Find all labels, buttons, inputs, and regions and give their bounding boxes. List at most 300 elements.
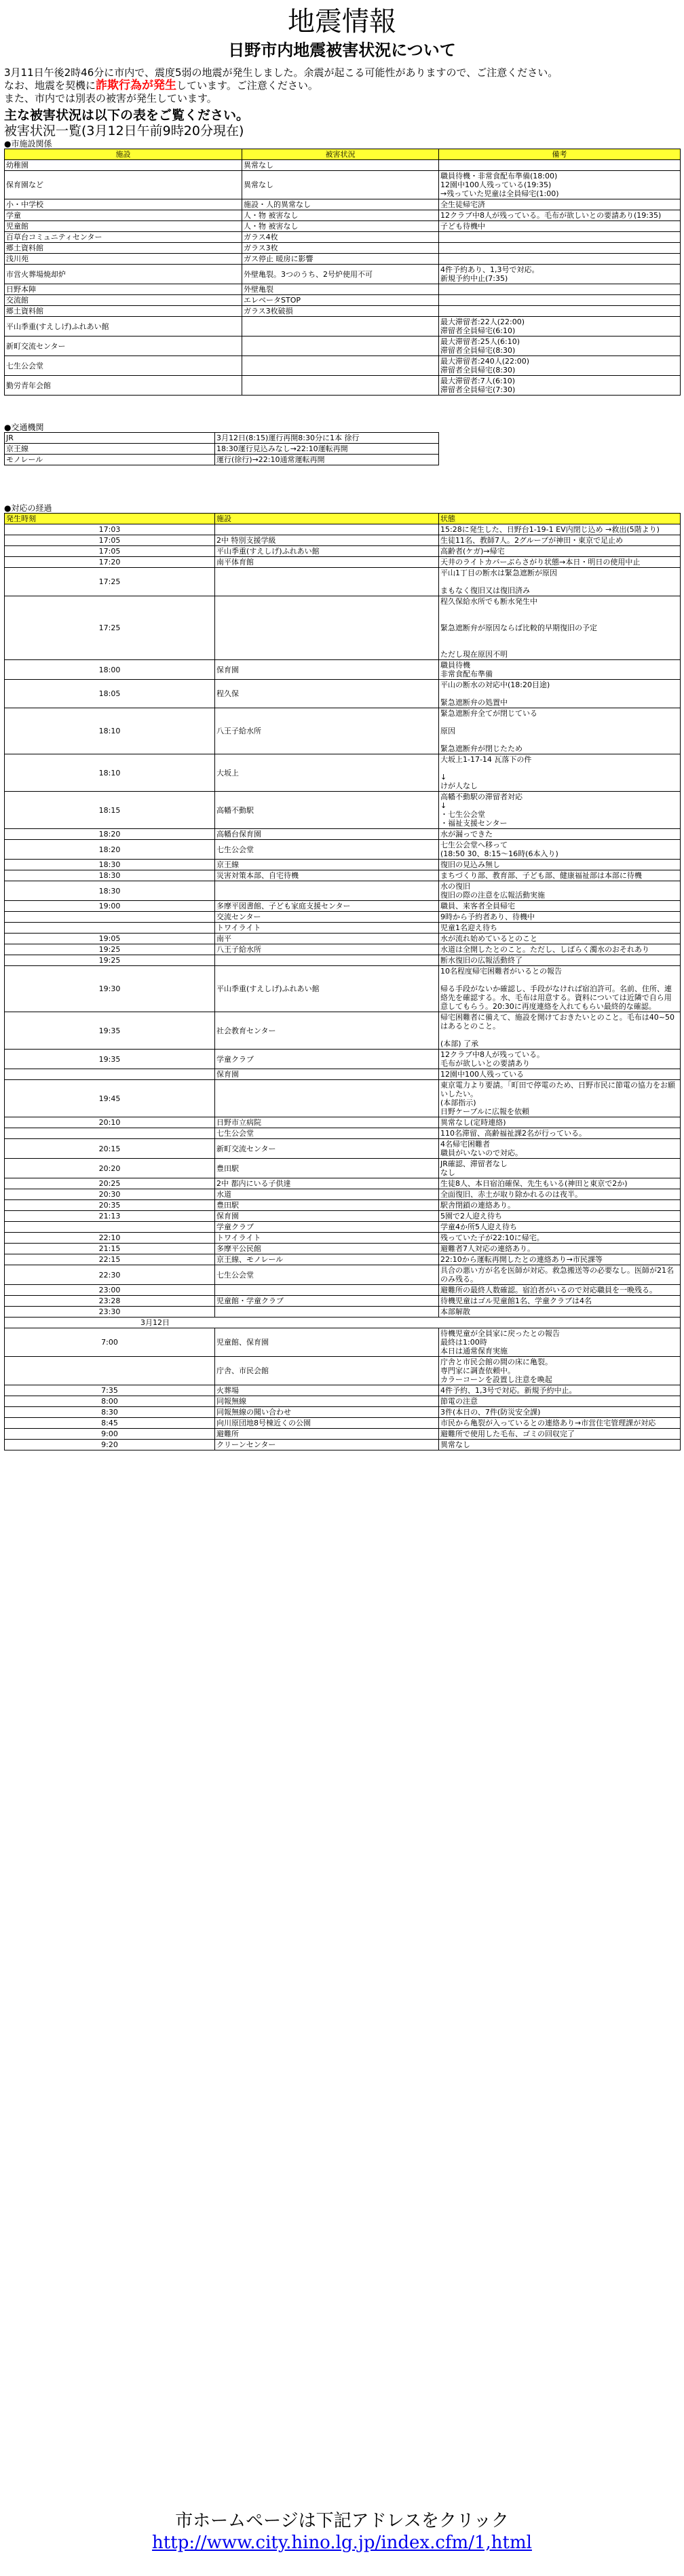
time-cell: 22:30 — [5, 1265, 215, 1285]
status-cell: 4名帰宅困難者 職員がいないので対応。 — [439, 1139, 681, 1159]
status-cell: 高幡不動駅の滞留者対応 ↓ ・七生公会堂 ・福祉支援センター — [439, 792, 681, 829]
damage-cell: 異常なし — [242, 160, 439, 171]
table-row — [5, 912, 681, 923]
log-facility-cell: 2中 特別支援学級 — [215, 535, 439, 546]
damage-cell: ガラス3枚破損 — [242, 306, 439, 317]
status-cell: 10名程度帰宅困難者がいるとの報告 帰る手段がないか確認し、手段がなければ宿泊許可。名前、住所、連絡先を確認する。水、毛布は用意する。資料については近隣で自ら用意してもらう。20:30に再度連絡を入れてもらい最終的な確認。 — [439, 966, 681, 1012]
table-row — [5, 1440, 681, 1450]
log-facility-cell: 保育園 — [215, 1211, 439, 1222]
status-cell: 駅舎閉鎖の連絡あり。 — [439, 1200, 681, 1211]
log-facility-cell — [215, 568, 439, 596]
time-cell: 9:00 — [5, 1429, 215, 1440]
transport-name-cell: JR — [5, 433, 215, 444]
fraud-warning: 詐欺行為が発生 — [96, 79, 177, 92]
log-facility-cell: 学童クラブ — [215, 1222, 439, 1233]
transport-status-cell: 運行(徐行)→22:10通常運転再開 — [215, 455, 439, 465]
status-cell: 天井のライトカバーぶらさがり状態→本日・明日の使用中止 — [439, 557, 681, 568]
time-cell: 23:30 — [5, 1307, 215, 1318]
status-cell: 高齢者(ケガ)→帰宅 — [439, 546, 681, 557]
log-facility-cell: 向川原団地8号棟近くの公園 — [215, 1418, 439, 1429]
time-cell: 19:25 — [5, 944, 215, 955]
time-cell — [5, 923, 215, 934]
log-facility-cell: 八王子給水所 — [215, 944, 439, 955]
damage-cell: 施設・人的異常なし — [242, 199, 439, 210]
log-facility-cell: 平山季重(すえしげ)ふれあい館 — [215, 546, 439, 557]
table-row — [5, 1265, 681, 1285]
table-row — [5, 337, 681, 356]
table-row — [5, 934, 681, 944]
time-cell: 18:30 — [5, 870, 215, 881]
table-row — [5, 870, 681, 881]
page — [0, 7, 684, 1450]
facility-cell: 児童館 — [5, 221, 242, 232]
table-row — [5, 356, 681, 376]
log-facility-cell: 児童館、保育園 — [215, 1328, 439, 1357]
log-facility-cell: 児童館・学童クラブ — [215, 1296, 439, 1307]
transport-name-cell: モノレール — [5, 455, 215, 465]
col-header-damage: 被害状況 — [242, 149, 439, 160]
table-row — [5, 444, 439, 455]
facility-cell: 浅川苑 — [5, 254, 242, 265]
facility-cell: 小・中学校 — [5, 199, 242, 210]
intro-line-3: また、市内では別表の被害が発生しています。 — [4, 92, 217, 104]
time-cell: 19:45 — [5, 1080, 215, 1117]
time-cell: 18:20 — [5, 840, 215, 860]
facility-cell: 市営火葬場焼却炉 — [5, 265, 242, 284]
status-cell: 避難所で使用した毛布、ゴミの回収完了 — [439, 1429, 681, 1440]
table-row — [5, 1080, 681, 1117]
log-facility-cell — [215, 524, 439, 535]
status-cell: 東京電力より要請。「町田で停電のため、日野市民に節電の協力をお願いしたい。 (本部指示) 日野ケーブルに広報を依頼 — [439, 1080, 681, 1117]
note-cell: 4件予約あり、1,3号で対応。 新規予約中止(7:35) — [439, 265, 681, 284]
table-row — [5, 210, 681, 221]
table-row — [5, 1233, 681, 1244]
table-row — [5, 1012, 681, 1050]
time-cell: 20:25 — [5, 1178, 215, 1189]
table-row — [5, 1200, 681, 1211]
intro-line-2 — [4, 79, 680, 92]
table-header-row — [5, 149, 681, 160]
log-facility-cell — [215, 596, 439, 660]
status-cell: 待機児童が全員家に戻ったとの報告 最終は1:00時 本日は通常保育実施 — [439, 1328, 681, 1357]
col-header-log-facility: 施設 — [215, 514, 439, 524]
time-cell: 21:13 — [5, 1211, 215, 1222]
note-cell: 最大滞留者:7人(6:10) 滞留者全員帰宅(7:30) — [439, 376, 681, 396]
note-cell — [439, 295, 681, 306]
damage-cell: ガラス4枚 — [242, 232, 439, 243]
time-cell: 19:05 — [5, 934, 215, 944]
table-row — [5, 160, 681, 171]
log-facility-cell: 庁舎、市民会館 — [215, 1357, 439, 1385]
facilities-section-title: ●市施設関係 — [4, 139, 52, 149]
time-cell: 7:35 — [5, 1385, 215, 1396]
table-row — [5, 524, 681, 535]
table-row — [5, 1069, 681, 1080]
time-cell: 17:20 — [5, 557, 215, 568]
log-facility-cell — [215, 1080, 439, 1117]
log-facility-cell: 高幡不動駅 — [215, 792, 439, 829]
time-cell: 17:05 — [5, 546, 215, 557]
damage-cell: 人・物 被害なし — [242, 221, 439, 232]
facility-cell: 新町交流センター — [5, 337, 242, 356]
table-row — [5, 966, 681, 1012]
table-row — [5, 199, 681, 210]
status-cell: 9時から予約者あり、待機中 — [439, 912, 681, 923]
log-facility-cell: 京王線、モノレール — [215, 1254, 439, 1265]
intro-line-1: 3月11日午後2時46分に市内で、震度5弱の地震が発生しました。余震が起こる可能性がありますので、ご注意ください。 — [4, 66, 558, 79]
time-cell: 23:28 — [5, 1296, 215, 1307]
log-facility-cell: 豊田駅 — [215, 1159, 439, 1178]
table-row — [5, 1159, 681, 1178]
time-cell: 9:20 — [5, 1440, 215, 1450]
footer — [0, 2510, 684, 2554]
damage-cell: エレベータSTOP — [242, 295, 439, 306]
intro-text — [4, 66, 680, 105]
status-cell: 復旧の見込み無し — [439, 860, 681, 870]
status-cell: 4件予約、1,3号で対応。新規予約中止。 — [439, 1385, 681, 1396]
damage-cell: 異常なし — [242, 171, 439, 199]
status-cell: 水の復旧 復旧の際の注意を広報活動実施 — [439, 881, 681, 901]
status-cell: 児童1名迎え待ち — [439, 923, 681, 934]
facility-cell: 百草台コミュニティセンター — [5, 232, 242, 243]
table-row — [5, 754, 681, 792]
log-facility-cell: 学童クラブ — [215, 1050, 439, 1069]
time-cell: 18:20 — [5, 829, 215, 840]
page-title: 地震情報 — [288, 6, 396, 37]
facility-cell: 勤労青年会館 — [5, 376, 242, 396]
facility-cell: 郷土資料館 — [5, 243, 242, 254]
log-facility-cell: 火葬場 — [215, 1385, 439, 1396]
table-row — [5, 284, 681, 295]
col-header-time: 発生時刻 — [5, 514, 215, 524]
status-cell: 生徒11名、教師7人。2グループが神田・東京で足止め — [439, 535, 681, 546]
table-row — [5, 1418, 681, 1429]
status-cell: 水が流れ始めているとのこと — [439, 934, 681, 944]
time-cell: 21:15 — [5, 1244, 215, 1254]
time-cell: 20:20 — [5, 1159, 215, 1178]
log-facility-cell: 新町交流センター — [215, 1139, 439, 1159]
time-cell — [5, 912, 215, 923]
status-cell: 平山の断水の対応中(18:20目途) 緊急遮断弁の処置中 — [439, 680, 681, 708]
time-cell: 19:00 — [5, 901, 215, 912]
status-cell: 学童4か所5人迎え待ち — [439, 1222, 681, 1233]
table-row — [5, 1357, 681, 1385]
table-row — [5, 1050, 681, 1069]
col-header-facility: 施設 — [5, 149, 242, 160]
table-row — [5, 455, 439, 465]
table-row — [5, 265, 681, 284]
transport-status-cell: 3月12日(8:15)運行再開8:30分に1本 徐行 — [215, 433, 439, 444]
log-facility-cell: クリーンセンター — [215, 1440, 439, 1450]
time-cell: 19:35 — [5, 1050, 215, 1069]
log-facility-cell: 災害対策本部、自宅待機 — [215, 870, 439, 881]
footer-note: 市ホームページは下記アドレスをクリック — [175, 2511, 509, 2531]
table-row — [5, 660, 681, 680]
damage-cell: ガラス3枚 — [242, 243, 439, 254]
status-cell: 異常なし — [439, 1440, 681, 1450]
status-cell: 本部解散 — [439, 1307, 681, 1318]
table-row — [5, 568, 681, 596]
spacer — [4, 465, 680, 503]
log-facility-cell: 七生公会堂 — [215, 1128, 439, 1139]
log-facility-cell: 南平体育館 — [215, 557, 439, 568]
time-cell: 23:00 — [5, 1285, 215, 1296]
status-cell: 職員待機 非常食配布準備 — [439, 660, 681, 680]
time-cell: 7:00 — [5, 1328, 215, 1357]
time-cell: 17:03 — [5, 524, 215, 535]
status-cell: 避難者7人対応の連絡あり。 — [439, 1244, 681, 1254]
time-cell: 20:10 — [5, 1117, 215, 1128]
log-facility-cell: 八王子給水所 — [215, 708, 439, 754]
log-facility-cell: 社会教育センター — [215, 1012, 439, 1050]
time-cell: 19:30 — [5, 966, 215, 1012]
time-cell: 22:15 — [5, 1254, 215, 1265]
time-cell: 18:10 — [5, 708, 215, 754]
status-cell: 待機児童はゴル児童館1名、学童クラブは4名 — [439, 1296, 681, 1307]
page-subtitle: 日野市内地震被害状況について — [228, 41, 456, 60]
status-cell: 避難所の最終人数確認。宿泊者がいるので対応職員を一晩残る。 — [439, 1285, 681, 1296]
damage-cell — [242, 317, 439, 337]
note-cell: 12クラブ中8人が残っている。毛布が欲しいとの要請あり(19:35) — [439, 210, 681, 221]
status-cell: JR確認、滞留者なし なし — [439, 1159, 681, 1178]
time-cell — [5, 1128, 215, 1139]
status-cell: 大坂上1-17-14 瓦落下の件 ↓ けが人なし — [439, 754, 681, 792]
table-row — [5, 1407, 681, 1418]
table-row — [5, 317, 681, 337]
note-cell — [439, 160, 681, 171]
table-row — [5, 708, 681, 754]
status-cell: 程久保給水所でも断水発生中 緊急遮断弁が原因ならば比較的早期復旧の予定 ただし現在原因不明 — [439, 596, 681, 660]
status-cell: まちづくり部、教育部、子ども部、健康福祉部は本部に待機 — [439, 870, 681, 881]
table-row — [5, 1211, 681, 1222]
time-cell: 20:30 — [5, 1189, 215, 1200]
log-facility-cell — [215, 1307, 439, 1318]
table-row — [5, 1139, 681, 1159]
log-facility-cell — [215, 955, 439, 966]
table-row — [5, 1128, 681, 1139]
time-cell: 19:25 — [5, 955, 215, 966]
damage-cell: ガス停止 暖房に影響 — [242, 254, 439, 265]
note-cell — [439, 254, 681, 265]
status-cell: 15:28に発生した、日野台1-19-1 EV内閉じ込め →救出(5階より) — [439, 524, 681, 535]
table-row — [5, 680, 681, 708]
table-row — [5, 376, 681, 396]
table-row — [5, 221, 681, 232]
log-facility-cell: 保育園 — [215, 660, 439, 680]
city-homepage-link[interactable]: http://www.city.hino.lg.jp/index.cfm/1,html — [152, 2533, 532, 2553]
damage-cell: 人・物 被害なし — [242, 210, 439, 221]
status-cell: 生徒8人、本日宿泊確保、先生もいる(神田と東京で2か) — [439, 1178, 681, 1189]
transport-section-title: ●交通機関 — [4, 423, 44, 432]
damage-cell: 外壁亀裂。3つのうち、2号炉使用不可 — [242, 265, 439, 284]
table-row — [5, 1189, 681, 1200]
intro-line-2-pre: なお、地震を契機に — [4, 79, 96, 92]
table-row — [5, 1296, 681, 1307]
damage-cell — [242, 356, 439, 376]
time-cell: 18:10 — [5, 754, 215, 792]
log-facility-cell: トワイライト — [215, 923, 439, 934]
note-cell — [439, 284, 681, 295]
status-cell: 平山1丁目の断水は緊急遮断が原因 まもなく復旧又は復旧済み — [439, 568, 681, 596]
facility-cell: 交流館 — [5, 295, 242, 306]
note-cell: 職員待機・非常食配布準備(18:00) 12園中100人残っている(19:35) →残っていた児童は全員帰宅(1:00) — [439, 171, 681, 199]
note-cell: 最大滞留者:240人(22:00) 滞留者全員帰宅(8:30) — [439, 356, 681, 376]
time-cell: 18:00 — [5, 660, 215, 680]
log-facility-cell: 多摩平公民館 — [215, 1244, 439, 1254]
table-row — [5, 1285, 681, 1296]
facility-cell: 郷土資料館 — [5, 306, 242, 317]
time-cell: 8:30 — [5, 1407, 215, 1418]
log-section-title: ●対応の経過 — [4, 503, 52, 513]
table-row — [5, 1244, 681, 1254]
time-cell — [5, 1222, 215, 1233]
facility-cell: 平山季重(すえしげ)ふれあい館 — [5, 317, 242, 337]
table-row — [5, 306, 681, 317]
log-facility-cell: トワイライト — [215, 1233, 439, 1244]
table-row — [5, 923, 681, 934]
log-facility-cell: 京王線 — [215, 860, 439, 870]
log-facility-cell: 大坂上 — [215, 754, 439, 792]
log-facility-cell: 多摩平図書館、子ども家庭支援センター — [215, 901, 439, 912]
note-cell: 最大滞留者:22人(22:00) 滞留者全員帰宅(6:10) — [439, 317, 681, 337]
facilities-table — [4, 149, 681, 396]
note-cell — [439, 306, 681, 317]
log-facility-cell — [215, 1285, 439, 1296]
table-row — [5, 1254, 681, 1265]
log-facility-cell: 平山季重(すえしげ)ふれあい館 — [215, 966, 439, 1012]
log-facility-cell: 豊田駅 — [215, 1200, 439, 1211]
table-row — [5, 171, 681, 199]
log-facility-cell: 水道 — [215, 1189, 439, 1200]
time-cell: 18:30 — [5, 860, 215, 870]
date-divider-row — [5, 1318, 681, 1328]
table-row — [5, 535, 681, 546]
time-cell — [5, 1069, 215, 1080]
log-facility-cell: 七生公会堂 — [215, 840, 439, 860]
table-row — [5, 901, 681, 912]
table-row — [5, 295, 681, 306]
log-facility-cell: 避難所 — [215, 1429, 439, 1440]
log-facility-cell: 日野市立病院 — [215, 1117, 439, 1128]
status-cell: 職員、来客者全員帰宅 — [439, 901, 681, 912]
damage-cell — [242, 337, 439, 356]
table-row — [5, 840, 681, 860]
status-cell: 庁舎と市民会館の間の床に亀裂。 専門家に調査依頼中。 カラーコーンを設置し注意を喚起 — [439, 1357, 681, 1385]
time-cell: 18:30 — [5, 881, 215, 901]
note-cell: 子ども待機中 — [439, 221, 681, 232]
table-header-row — [5, 514, 681, 524]
table-row — [5, 1117, 681, 1128]
table-row — [5, 254, 681, 265]
facility-cell: 保育園など — [5, 171, 242, 199]
summary-subheading: 被害状況一覧(3月12日午前9時20分現在) — [4, 123, 244, 138]
status-cell: 断水復旧の広報活動終了 — [439, 955, 681, 966]
status-cell: 22:10から運転再開したとの連絡あり→市民課等 — [439, 1254, 681, 1265]
spacer — [4, 396, 680, 423]
status-cell: 12クラブ中8人が残っている。 毛布が欲しいとの要請あり — [439, 1050, 681, 1069]
col-header-note: 備考 — [439, 149, 681, 160]
transport-name-cell: 京王線 — [5, 444, 215, 455]
table-row — [5, 243, 681, 254]
facility-cell: 日野本陣 — [5, 284, 242, 295]
table-row — [5, 860, 681, 870]
facility-cell: 学童 — [5, 210, 242, 221]
table-row — [5, 1429, 681, 1440]
table-row — [5, 1385, 681, 1396]
time-cell: 17:05 — [5, 535, 215, 546]
log-facility-cell: 同報無線 — [215, 1396, 439, 1407]
col-header-status: 状態 — [439, 514, 681, 524]
time-cell: 20:35 — [5, 1200, 215, 1211]
time-cell: 18:05 — [5, 680, 215, 708]
table-row — [5, 433, 439, 444]
log-facility-cell — [215, 881, 439, 901]
time-cell: 8:45 — [5, 1418, 215, 1429]
transport-table — [4, 432, 439, 465]
log-facility-cell: 七生公会堂 — [215, 1265, 439, 1285]
log-facility-cell: 同報無線の聞い合わせ — [215, 1407, 439, 1418]
summary-heading: 主な被害状況は以下の表をご覧ください。 — [4, 108, 250, 123]
status-cell: 緊急遮断弁全てが閉じている 原因 緊急遮断弁が閉じたため — [439, 708, 681, 754]
table-row — [5, 546, 681, 557]
transport-status-cell: 18:30運行見込みなし→22:10運転再開 — [215, 444, 439, 455]
table-row — [5, 557, 681, 568]
table-row — [5, 1178, 681, 1189]
status-cell: 帰宅困難者に備えて、施設を開けておきたいとのこと。毛布は40~50はあるとのこと。 (本部) 了承 — [439, 1012, 681, 1050]
note-cell — [439, 232, 681, 243]
log-facility-cell: 程久保 — [215, 680, 439, 708]
status-cell: 残っていた子が22:10に帰宅。 — [439, 1233, 681, 1244]
log-facility-cell: 保育園 — [215, 1069, 439, 1080]
table-row — [5, 829, 681, 840]
status-cell: 水が漏っできた — [439, 829, 681, 840]
intro-line-2-post: しています。ご注意ください。 — [176, 79, 318, 92]
time-cell: 22:10 — [5, 1233, 215, 1244]
status-cell: 市民から亀裂が入っているとの連絡あり→市営住宅管理課が対応 — [439, 1418, 681, 1429]
facility-cell: 七生公会堂 — [5, 356, 242, 376]
log-facility-cell: 交流センター — [215, 912, 439, 923]
table-row — [5, 955, 681, 966]
table-row — [5, 1396, 681, 1407]
status-cell: 全面復旧、赤土が取り除かれるのは夜半。 — [439, 1189, 681, 1200]
table-row — [5, 232, 681, 243]
time-cell: 17:25 — [5, 596, 215, 660]
status-cell: 3件(本日の、7件(防災安全課) — [439, 1407, 681, 1418]
table-row — [5, 944, 681, 955]
status-cell: 異常なし(定時連絡) — [439, 1117, 681, 1128]
time-cell: 20:15 — [5, 1139, 215, 1159]
table-row — [5, 1222, 681, 1233]
table-row — [5, 596, 681, 660]
log-facility-cell: 南平 — [215, 934, 439, 944]
log-facility-cell: 高幡台保育園 — [215, 829, 439, 840]
table-row — [5, 881, 681, 901]
table-row — [5, 1307, 681, 1318]
time-cell: 19:35 — [5, 1012, 215, 1050]
table-row — [5, 1328, 681, 1357]
log-facility-cell: 2中 都内にいる子供達 — [215, 1178, 439, 1189]
status-cell: 5園で2人迎え待ち — [439, 1211, 681, 1222]
damage-cell — [242, 376, 439, 396]
time-cell: 17:25 — [5, 568, 215, 596]
time-cell — [5, 1357, 215, 1385]
status-cell: 節電の注意 — [439, 1396, 681, 1407]
time-cell: 8:00 — [5, 1396, 215, 1407]
status-cell: 水道は全開したとのこと。ただし、しばらく濁水のおそれあり — [439, 944, 681, 955]
table-row — [5, 792, 681, 829]
status-cell: 12園中100人残っている — [439, 1069, 681, 1080]
response-log-table — [4, 513, 681, 1450]
